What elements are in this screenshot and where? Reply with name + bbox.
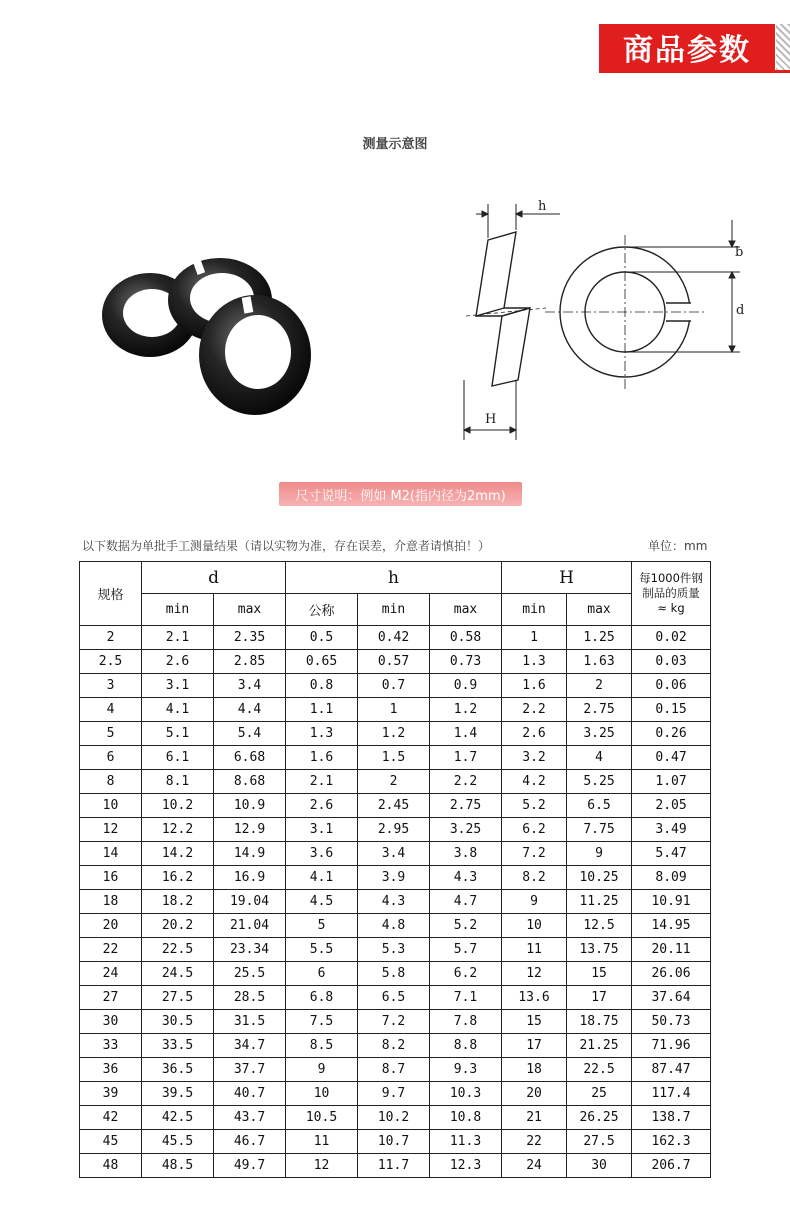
cell-h-max: 1.2 <box>430 698 502 722</box>
cell-h-nominal: 9 <box>286 1058 358 1082</box>
cell-H-max: 11.25 <box>567 890 632 914</box>
cell-d-max: 46.7 <box>214 1130 286 1154</box>
cell-H-max: 27.5 <box>567 1130 632 1154</box>
header-mass <box>632 562 711 626</box>
cell-h-max: 8.8 <box>430 1034 502 1058</box>
table-row <box>80 1058 711 1082</box>
header-d-max: max <box>214 594 286 626</box>
cell-h-max: 0.9 <box>430 674 502 698</box>
cell-H-min: 2.6 <box>502 722 567 746</box>
cell-h-max: 0.73 <box>430 650 502 674</box>
cell-h-min: 4.3 <box>358 890 430 914</box>
cell-H-max: 2 <box>567 674 632 698</box>
cell-H-max: 2.75 <box>567 698 632 722</box>
cell-d-max: 6.68 <box>214 746 286 770</box>
table-row <box>80 890 711 914</box>
cell-h-min: 2 <box>358 770 430 794</box>
cell-mass: 2.05 <box>632 794 711 818</box>
cell-mass: 206.7 <box>632 1154 711 1178</box>
cell-H-max: 1.63 <box>567 650 632 674</box>
cell-d-min: 42.5 <box>142 1106 214 1130</box>
header-H-max: max <box>567 594 632 626</box>
cell-spec: 42 <box>80 1106 142 1130</box>
cell-d-min: 5.1 <box>142 722 214 746</box>
cell-h-min: 1.2 <box>358 722 430 746</box>
table-row <box>80 1034 711 1058</box>
cell-h-min: 10.2 <box>358 1106 430 1130</box>
cell-h-nominal: 1.6 <box>286 746 358 770</box>
cell-h-min: 6.5 <box>358 986 430 1010</box>
size-note-badge: 尺寸说明：例如 M2(指内径为2mm) <box>279 482 522 506</box>
cell-d-min: 4.1 <box>142 698 214 722</box>
cell-spec: 36 <box>80 1058 142 1082</box>
cell-h-nominal: 3.6 <box>286 842 358 866</box>
cell-spec: 12 <box>80 818 142 842</box>
cell-H-max: 10.25 <box>567 866 632 890</box>
cell-H-min: 15 <box>502 1010 567 1034</box>
cell-h-nominal: 4.1 <box>286 866 358 890</box>
table-row <box>80 914 711 938</box>
cell-mass: 0.06 <box>632 674 711 698</box>
cell-h-nominal: 0.5 <box>286 626 358 650</box>
cell-d-max: 28.5 <box>214 986 286 1010</box>
table-row <box>80 794 711 818</box>
cell-H-min: 1.3 <box>502 650 567 674</box>
cell-h-max: 7.8 <box>430 1010 502 1034</box>
cell-d-min: 6.1 <box>142 746 214 770</box>
cell-mass: 20.11 <box>632 938 711 962</box>
cell-d-max: 2.35 <box>214 626 286 650</box>
cell-H-min: 21 <box>502 1106 567 1130</box>
cell-spec: 10 <box>80 794 142 818</box>
cell-H-max: 25 <box>567 1082 632 1106</box>
cell-h-min: 0.57 <box>358 650 430 674</box>
washer-front <box>199 295 311 415</box>
cell-H-min: 18 <box>502 1058 567 1082</box>
cell-spec: 20 <box>80 914 142 938</box>
cell-d-min: 27.5 <box>142 986 214 1010</box>
cell-h-nominal: 2.6 <box>286 794 358 818</box>
cell-h-nominal: 8.5 <box>286 1034 358 1058</box>
cell-mass: 0.02 <box>632 626 711 650</box>
table-row <box>80 1130 711 1154</box>
cell-H-max: 26.25 <box>567 1106 632 1130</box>
header-mass-line3: ≈ kg <box>657 601 685 615</box>
cell-h-min: 0.42 <box>358 626 430 650</box>
cell-spec: 22 <box>80 938 142 962</box>
header-d: d <box>142 562 286 594</box>
cell-H-min: 22 <box>502 1130 567 1154</box>
cell-d-min: 16.2 <box>142 866 214 890</box>
cell-d-max: 3.4 <box>214 674 286 698</box>
cell-d-max: 43.7 <box>214 1106 286 1130</box>
cell-h-nominal: 7.5 <box>286 1010 358 1034</box>
cell-spec: 27 <box>80 986 142 1010</box>
cell-h-max: 3.25 <box>430 818 502 842</box>
cell-d-min: 45.5 <box>142 1130 214 1154</box>
cell-spec: 6 <box>80 746 142 770</box>
cell-d-min: 30.5 <box>142 1010 214 1034</box>
cell-d-max: 25.5 <box>214 962 286 986</box>
cell-spec: 4 <box>80 698 142 722</box>
cell-mass: 0.03 <box>632 650 711 674</box>
cell-d-max: 37.7 <box>214 1058 286 1082</box>
cell-d-max: 5.4 <box>214 722 286 746</box>
measurement-diagram <box>440 190 760 450</box>
cell-mass: 8.09 <box>632 866 711 890</box>
cell-H-min: 20 <box>502 1082 567 1106</box>
washer-photo <box>95 240 325 430</box>
cell-h-min: 7.2 <box>358 1010 430 1034</box>
cell-H-max: 9 <box>567 842 632 866</box>
cell-spec: 5 <box>80 722 142 746</box>
cell-h-max: 10.3 <box>430 1082 502 1106</box>
cell-H-max: 5.25 <box>567 770 632 794</box>
cell-h-nominal: 6 <box>286 962 358 986</box>
cell-d-max: 12.9 <box>214 818 286 842</box>
cell-d-max: 40.7 <box>214 1082 286 1106</box>
cell-H-min: 5.2 <box>502 794 567 818</box>
header-h-max: max <box>430 594 502 626</box>
cell-H-min: 3.2 <box>502 746 567 770</box>
cell-h-max: 1.4 <box>430 722 502 746</box>
cell-d-max: 4.4 <box>214 698 286 722</box>
cell-h-nominal: 6.8 <box>286 986 358 1010</box>
header-H-min: min <box>502 594 567 626</box>
cell-mass: 50.73 <box>632 1010 711 1034</box>
cell-H-min: 6.2 <box>502 818 567 842</box>
cell-d-min: 20.2 <box>142 914 214 938</box>
cell-d-min: 24.5 <box>142 962 214 986</box>
cell-H-min: 12 <box>502 962 567 986</box>
cell-spec: 30 <box>80 1010 142 1034</box>
label-b: b <box>735 245 744 260</box>
table-row <box>80 1154 711 1178</box>
cell-d-max: 19.04 <box>214 890 286 914</box>
cell-H-max: 12.5 <box>567 914 632 938</box>
cell-d-min: 33.5 <box>142 1034 214 1058</box>
cell-h-max: 2.2 <box>430 770 502 794</box>
cell-H-max: 15 <box>567 962 632 986</box>
cell-h-min: 10.7 <box>358 1130 430 1154</box>
cell-spec: 2.5 <box>80 650 142 674</box>
label-d: d <box>736 303 745 318</box>
cell-h-max: 9.3 <box>430 1058 502 1082</box>
label-h: h <box>538 199 547 214</box>
cell-H-max: 17 <box>567 986 632 1010</box>
cell-d-max: 49.7 <box>214 1154 286 1178</box>
cell-mass: 0.47 <box>632 746 711 770</box>
cell-d-max: 16.9 <box>214 866 286 890</box>
cell-d-max: 14.9 <box>214 842 286 866</box>
cell-H-max: 30 <box>567 1154 632 1178</box>
cell-d-min: 12.2 <box>142 818 214 842</box>
cell-spec: 3 <box>80 674 142 698</box>
cell-h-nominal: 11 <box>286 1130 358 1154</box>
cell-H-min: 1 <box>502 626 567 650</box>
banner-underline <box>599 70 790 73</box>
cell-h-min: 2.45 <box>358 794 430 818</box>
cell-h-min: 3.9 <box>358 866 430 890</box>
table-row <box>80 938 711 962</box>
header-h-min: min <box>358 594 430 626</box>
spec-table-body <box>80 626 711 1178</box>
cell-h-max: 12.3 <box>430 1154 502 1178</box>
cell-d-max: 31.5 <box>214 1010 286 1034</box>
cell-h-max: 0.58 <box>430 626 502 650</box>
table-row <box>80 842 711 866</box>
cell-h-nominal: 10.5 <box>286 1106 358 1130</box>
cell-d-max: 23.34 <box>214 938 286 962</box>
cell-h-max: 4.7 <box>430 890 502 914</box>
cell-h-nominal: 0.65 <box>286 650 358 674</box>
cell-spec: 16 <box>80 866 142 890</box>
cell-h-min: 5.3 <box>358 938 430 962</box>
cell-h-min: 11.7 <box>358 1154 430 1178</box>
table-row <box>80 1082 711 1106</box>
cell-h-max: 3.8 <box>430 842 502 866</box>
cell-d-min: 14.2 <box>142 842 214 866</box>
table-row <box>80 962 711 986</box>
cell-spec: 8 <box>80 770 142 794</box>
table-row <box>80 650 711 674</box>
cell-H-max: 18.75 <box>567 1010 632 1034</box>
cell-h-min: 8.7 <box>358 1058 430 1082</box>
cell-d-max: 10.9 <box>214 794 286 818</box>
cell-H-min: 2.2 <box>502 698 567 722</box>
cell-H-max: 4 <box>567 746 632 770</box>
table-row <box>80 818 711 842</box>
table-row <box>80 1010 711 1034</box>
cell-H-min: 24 <box>502 1154 567 1178</box>
cell-H-max: 6.5 <box>567 794 632 818</box>
cell-h-min: 4.8 <box>358 914 430 938</box>
cell-mass: 10.91 <box>632 890 711 914</box>
cell-H-max: 21.25 <box>567 1034 632 1058</box>
table-row <box>80 698 711 722</box>
cell-h-min: 5.8 <box>358 962 430 986</box>
cell-d-min: 22.5 <box>142 938 214 962</box>
cell-mass: 5.47 <box>632 842 711 866</box>
cell-h-nominal: 5 <box>286 914 358 938</box>
cell-mass: 71.96 <box>632 1034 711 1058</box>
cell-mass: 87.47 <box>632 1058 711 1082</box>
cell-d-min: 39.5 <box>142 1082 214 1106</box>
cell-mass: 162.3 <box>632 1130 711 1154</box>
cell-d-max: 34.7 <box>214 1034 286 1058</box>
cell-h-min: 3.4 <box>358 842 430 866</box>
cell-spec: 33 <box>80 1034 142 1058</box>
cell-H-max: 13.75 <box>567 938 632 962</box>
table-row <box>80 770 711 794</box>
cell-h-max: 7.1 <box>430 986 502 1010</box>
cell-h-nominal: 12 <box>286 1154 358 1178</box>
table-row <box>80 866 711 890</box>
cell-d-min: 48.5 <box>142 1154 214 1178</box>
cell-spec: 2 <box>80 626 142 650</box>
table-row <box>80 722 711 746</box>
header-H: H <box>502 562 632 594</box>
table-row <box>80 626 711 650</box>
table-row <box>80 986 711 1010</box>
cell-mass: 3.49 <box>632 818 711 842</box>
header-h: h <box>286 562 502 594</box>
cell-H-max: 22.5 <box>567 1058 632 1082</box>
cell-d-min: 8.1 <box>142 770 214 794</box>
header-d-min: min <box>142 594 214 626</box>
cell-d-min: 3.1 <box>142 674 214 698</box>
cell-spec: 48 <box>80 1154 142 1178</box>
cell-d-min: 2.1 <box>142 626 214 650</box>
cell-H-min: 17 <box>502 1034 567 1058</box>
header-spec: 规格 <box>80 562 142 626</box>
table-row <box>80 746 711 770</box>
measurement-disclaimer: 以下数据为单批手工测量结果（请以实物为准，存在误差，介意者请慎拍！） <box>82 539 491 553</box>
cell-d-min: 36.5 <box>142 1058 214 1082</box>
cell-mass: 0.15 <box>632 698 711 722</box>
section-banner: 商品参数 <box>599 24 775 70</box>
cell-H-max: 7.75 <box>567 818 632 842</box>
label-H: H <box>485 412 497 427</box>
header-h-nominal: 公称 <box>286 594 358 626</box>
cell-H-min: 8.2 <box>502 866 567 890</box>
cell-h-max: 1.7 <box>430 746 502 770</box>
cell-mass: 117.4 <box>632 1082 711 1106</box>
cell-h-nominal: 3.1 <box>286 818 358 842</box>
header-mass-line2: 制品的质量 <box>642 586 700 600</box>
header-mass-line1: 每1000件钢 <box>639 571 703 585</box>
cell-H-min: 11 <box>502 938 567 962</box>
cell-H-max: 1.25 <box>567 626 632 650</box>
cell-mass: 0.26 <box>632 722 711 746</box>
cell-H-min: 13.6 <box>502 986 567 1010</box>
diagram-title: 测量示意图 <box>362 137 428 152</box>
cell-mass: 26.06 <box>632 962 711 986</box>
cell-mass: 37.64 <box>632 986 711 1010</box>
cell-H-min: 10 <box>502 914 567 938</box>
table-row <box>80 1106 711 1130</box>
cell-h-nominal: 2.1 <box>286 770 358 794</box>
cell-h-min: 9.7 <box>358 1082 430 1106</box>
cell-d-min: 2.6 <box>142 650 214 674</box>
cell-spec: 39 <box>80 1082 142 1106</box>
cell-h-nominal: 0.8 <box>286 674 358 698</box>
cell-h-max: 11.3 <box>430 1130 502 1154</box>
cell-d-max: 21.04 <box>214 914 286 938</box>
cell-h-min: 0.7 <box>358 674 430 698</box>
cell-mass: 138.7 <box>632 1106 711 1130</box>
cell-spec: 24 <box>80 962 142 986</box>
cell-h-min: 2.95 <box>358 818 430 842</box>
table-row <box>80 674 711 698</box>
cell-h-max: 2.75 <box>430 794 502 818</box>
cell-h-max: 4.3 <box>430 866 502 890</box>
cell-h-max: 6.2 <box>430 962 502 986</box>
cell-h-min: 8.2 <box>358 1034 430 1058</box>
spec-table <box>79 561 711 1178</box>
cell-H-min: 1.6 <box>502 674 567 698</box>
cell-h-nominal: 10 <box>286 1082 358 1106</box>
cell-d-max: 8.68 <box>214 770 286 794</box>
cell-mass: 14.95 <box>632 914 711 938</box>
cell-H-min: 9 <box>502 890 567 914</box>
cell-spec: 18 <box>80 890 142 914</box>
cell-h-max: 10.8 <box>430 1106 502 1130</box>
cell-mass: 1.07 <box>632 770 711 794</box>
cell-d-min: 18.2 <box>142 890 214 914</box>
cell-H-max: 3.25 <box>567 722 632 746</box>
cell-h-nominal: 1.3 <box>286 722 358 746</box>
cell-h-nominal: 5.5 <box>286 938 358 962</box>
cell-spec: 45 <box>80 1130 142 1154</box>
cell-d-min: 10.2 <box>142 794 214 818</box>
cell-h-min: 1 <box>358 698 430 722</box>
cell-H-min: 4.2 <box>502 770 567 794</box>
cell-h-nominal: 4.5 <box>286 890 358 914</box>
cell-H-min: 7.2 <box>502 842 567 866</box>
unit-label: 单位：mm <box>648 539 708 553</box>
cell-h-min: 1.5 <box>358 746 430 770</box>
banner-stripe <box>776 24 790 70</box>
cell-h-max: 5.7 <box>430 938 502 962</box>
cell-spec: 14 <box>80 842 142 866</box>
cell-h-max: 5.2 <box>430 914 502 938</box>
cell-d-max: 2.85 <box>214 650 286 674</box>
cell-h-nominal: 1.1 <box>286 698 358 722</box>
